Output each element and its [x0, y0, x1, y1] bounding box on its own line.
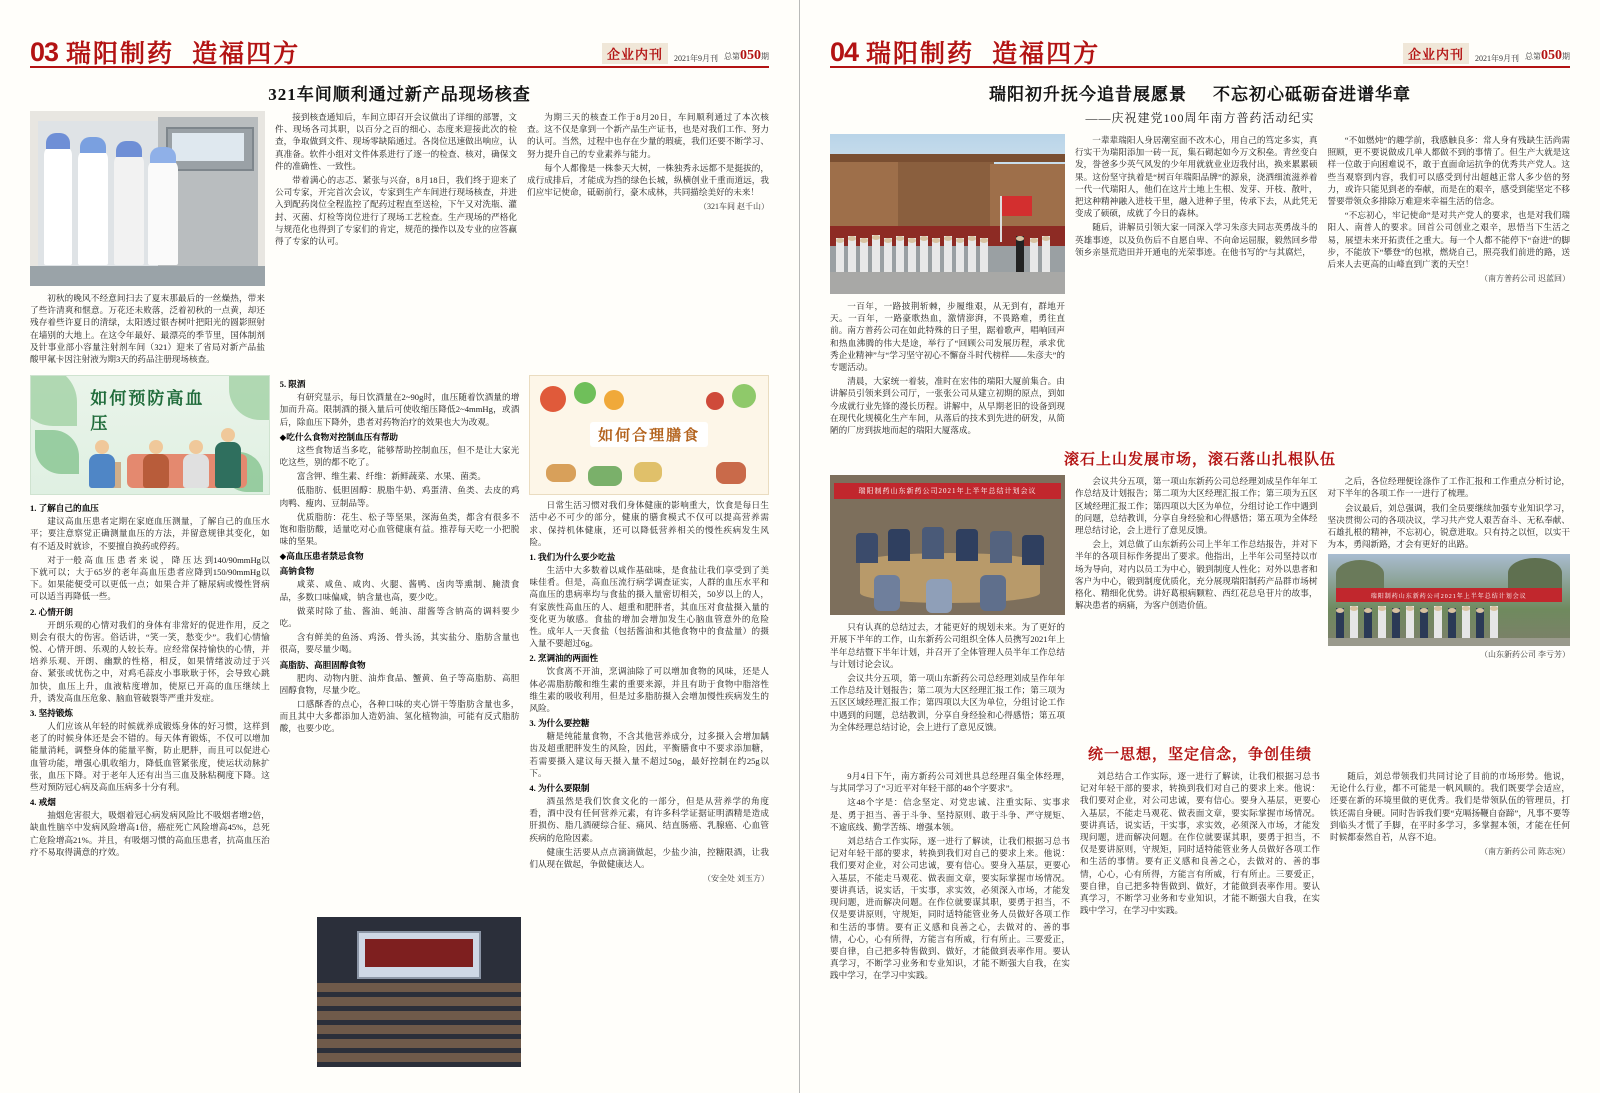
meeting-photo [830, 475, 1065, 615]
hp-p-0: 建议高血压患者定期在家庭血压测量，了解自己的血压水平；要注意察觉正确测量血压的方法，并留意规律其变化，如有不适及时就诊，不要擅自换药或停药。 [30, 516, 270, 551]
meeting-banner: 瑞阳制药山东新药公司2021年上半年总结计划会议 [834, 483, 1061, 499]
article1-para-4: 每个人都像是一株参天大树，一株独秀永远都不是挺拔的，成行成排后，才能成为挡的绿色长城，纵横创业千重而道远，我们应牢记使命，砥砺前行，豪木成林，共同描绘美好的未来！ [527, 162, 769, 198]
hp-h-3: 3. 坚持锻炼 [30, 708, 73, 719]
diet-banner-title: 如何合理膳食 [590, 422, 708, 447]
article2-para-6: “不忘初心，牢记使命”是对共产党人的要求，也是对我们瑞阳人、南普人的要求。回首公司创业之艰辛，思悟当下生活之易，展望未来开拓责任之重大。每一个人都不能停下“奋进”的脚步，不能放下“攀登”的包袱，燃烧自己，照亮我们前进的路，送后来人去更高的山峰直到广袤的天空！ [1327, 210, 1570, 270]
article2-subhead: ——庆祝建党100周年南方普药活动纪实 [1085, 111, 1315, 125]
article1-body-left [30, 111, 769, 367]
article4-para-3: 随后，刘总带领我们共同讨论了目前的市场形势。他说，无论什么行业，都不可能是一帆风顺的。我们既要学会适应，还要在新的环境里做的更优秀。我们是带领队伍的管理员，打铁还需自身硬。同时告诉我们要“克嗝扬鞭自奋蹄”，凡事不要等到临头才慌了手脚，在平时多学习，多掌握本领，才能在任何时候都泰然自若，从容不迫。 [1330, 771, 1570, 843]
article4-para-0: 9月4日下午，南方新药公司刘世具总经理召集全体经理，与其同学习了“习近平对年轻干部的48个字要求”。 [830, 771, 1070, 794]
page-04 [800, 0, 1600, 1093]
article4-para-2a: 刘总结合工作实际，逐一进行了解读，让我们根据习总书记对年轻干部的要求，转换到我们对自己的要求上来。他说：我们要对企业，对公司忠诚，要有信心。要身入基层，更要心入基层，不能走马观花、做表面文章，要实际掌握市场情况。要讲真话，说实话，干实事，求实效，必须深入市场，才能发现问题，进而解决问题。在作位就要谋其职，要勇于担当，不仅是要讲原则，守规矩，同时适特能管业务人员做好各项工作和生活的事情。要有正义感和良善之心，去做对的、善的事情，心心，心有所得，方能言有所威，行有所止。三要爱正，要自律，自己把多特售做到、做好，才能做到表率作用。要认真学习，不断学习业务和专业知识，才能不断强大自我，在实践中学习，在学习中实践。 [830, 836, 1070, 981]
article3-para-3: 之后，各位经理便诠涤作了工作汇报和工作重点分析讨论，对下半年的各项工作一一进行了梳理。 [1327, 476, 1570, 499]
group-photo-banner: 瑞阳制药山东新药公司2021年上半年总结计划会议 [1336, 588, 1563, 602]
health-feature [30, 375, 769, 884]
article1-headline-left: 321车间顺利通过新产品现场核查 [268, 85, 531, 104]
hp-p-6: 这些食物适当多吃，能够帮助控制血压，但不是让大家光吃这些，别的都不吃了。 [279, 444, 520, 468]
article1-para-0: 初秋的晚风不经意间扫去了夏末那最后的一丝燥热，带来了些许清爽和惬意。万花还未败落，泛着初秋的一点黄，却还残存着些许夏日的清绿，太阳透过银杏树叶把阳光的圆影照射在墙别的大地上。在这令年最好、最漂亮的季节里，国体制剂及针事业部小容量注射剂车间（321）迎来了省局对新产品盐酸甲氟卡因注射液为期3天的药品注册现场核查。 [30, 293, 265, 365]
diet-p-3: 糖是纯能量食物，不含其他营养成分，过多摄入会增加龋齿及超重肥胖发生的风险，因此，平衡膳食中不要求添加糖，若需要摄入建议每天摄入量不超过50g，最好控制在约25g以下。 [529, 731, 770, 778]
article3-para-2: 会上，刘总做了山东新药公司上半年工作总结报告，并对下半年的各项目标作务提出了要求。他指出，上半年公司坚持以市场为导向，对内以员工为中心，锻到制度人性化；对外以患者和客户为中心，锻到制度优质化，充分展现瑞阳制药产品群市场树格化、精细化优势。讲好葛根病颗粒、西红花总皂苷片的故事，解决患者的病痛，为客户创造价值。 [1075, 539, 1318, 611]
diet-p-4: 酒虽然是我们饮食文化的一部分，但是从营养学的角度看，酒中没有任何营养元素，有许多科学证据证明酒精是造成肝损伤、脂几酒硬综合征、痛风、结直肠癌、乳腺癌、心血管疾病的危险因素。 [529, 796, 770, 843]
diet-p-2: 饮食离不开油，烹调油除了可以增加食物的风味，还是人体必需脂肪酸和维生素的重要来源，并且有助于食物中脂溶性维生素的吸收利用，但是过多脂肪摄入会增加慢性疾病发生的风险。 [529, 666, 770, 714]
diet-h-3: 3. 为什么要控糖 [529, 718, 590, 729]
article3-signature: （山东新药公司 李亏芳） [1480, 650, 1570, 660]
hp-p-11: 咸菜、咸鱼、咸肉、火腿、酱鸭、卤肉等熏制、腌渍食品，多数口味偏咸，钠含量也高，要少吃。 [279, 579, 520, 602]
diet-h-4: 4. 为什么要限制 [529, 783, 590, 794]
article4-para-2: 刘总结合工作实际，逐一进行了解读，让我们根据习总书记对年轻干部的要求，转换到我们对自己的要求上来。他说：我们要对企业，对公司忠诚，要有信心。要身入基层，更要心入基层，不能走马观花、做表面文章，要实际掌握市场情况。要讲真话，说实话，干实事，求实效，必须深入市场，才能发现问题，进而解决问题。在作位就要谋其职，要勇于担当，不仅是要讲原则，守规矩，同时适特能管业务人员做好各项工作和生活的事情。要有正义感和良善之心，去做对的、善的事情，心心，心有所得，方能言有所威，行有所止。三要爱正，要自律，自己把多特售做到、做好，才能做到表率作用。要认真学习，不断学习业务和专业知识，才能不断强大自我，在实践中学习，在学习中实践。 [1080, 771, 1320, 916]
hypertension-sections [30, 502, 270, 858]
hp-p-13: 含有鲜美的鱼汤、鸡汤、骨头汤，其实盐分、脂肪含量也很高，要尽量少喝。 [279, 632, 520, 655]
hp-p-5: 有研究显示，每日饮酒量在2~90g时，血压随着饮酒量的增加而升高。限制酒的摄入量后可使收缩压降低2~4mmHg，或酒后，除血压下降外，患者对药物治疗的效果也大为改观。 [279, 392, 520, 427]
hp-p-4: 抽烟危害很大，吸烟着冠心病发病风险比不吸烟者增2倍，缺血性脑卒中发病风险增高1倍，癌症死亡风险增高45%，总死亡危险增高21%。并且，有吸烟习惯的高血压患者，抗高血压治疗不易取得满意的疗效。 [30, 810, 270, 857]
article2-para-3: “不如燃炖”的趣学前，我感触良多：常人身有残缺生活尚需照顾，更不要说做成几单人都做不到的事情了。但生产大就是这样一位敢于向困难说不，敢于直面命运抗争的优秀共产党人。这些当观察到内容，我们可以感受到付出超越正常人多少倍的努力，或许只能见到老的奉献，而是在的艰辛，感受到能坚定不移誓要带领众多排除万难迎来幸福生活的信念。 [1327, 135, 1570, 207]
hp-p-9: 优质脂肪：花生、松子等坚果，深海鱼类，都含有很多不饱和脂肪酸，适量吃对心血管健康有益。推荐每天吃一小把脱味的坚果。 [279, 511, 520, 547]
brand-label-right: 企业内刊 [1403, 43, 1469, 64]
diet-banner [529, 375, 769, 495]
article1-signature: （321车间 赵千山） [699, 202, 769, 212]
masthead-title-left: 瑞阳制药 造福四方 [66, 39, 301, 68]
issue-date-right: 2021年9月刊 [1475, 54, 1519, 63]
diet-h-1: 1. 我们为什么要少吃盐 [529, 552, 616, 563]
article2-body [830, 134, 1570, 438]
diet-p-5: 健康生活要从点点滴滴做起，少盐少油，控糖限酒，让我们从现在做起，争做健康达人。 [529, 846, 770, 870]
hp-p-7: 富含钾、维生素、纤维：新鲜蔬菜、水果、菌类。 [296, 471, 486, 482]
headline-part-b: 不忘初心砥砺奋进谱华章 [1213, 85, 1411, 104]
article2-signature: （南方普药公司 迟蓝回） [1480, 274, 1570, 284]
article4-body [830, 770, 1570, 983]
hp-h-0: 1. 了解自己的血压 [30, 503, 99, 514]
hp-p-2: 开朗乐观的心情对我们的身体有非常好的促进作用，反之则会有很大的伤害。俗话讲，“笑一笑，愁变少”。我们心情愉悦、心情开朗、乐观的人较长寿。应经常保持愉快的心情，并培养乐观、开朗、幽默的性格，相反，如果情绪波动过于兴奋、紧张或忧伤之中，对鸡毛蒜皮小事耿耿于怀，会导致心跳加快，血压上升，血液粘度增加，使原已开高的血压继续上升，诱发高血压危象、脑血管破裂等严重并发症。 [30, 619, 270, 703]
article2-para-2: 清晨，大家统一着装，准时在宏伟的瑞阳大厦前集合。由讲解员引领来到公司厅，一张张公司从建立初期的原点，到如今成就行业先锋的漫长历程。讲解中，从早期老旧的设备到现在现代化规模化生产车间，从落后的技术到先进的研发，从简陋的厂房到拔地而起的瑞阳大厦落成。 [830, 376, 1065, 436]
article2-para-3b: 随后，讲解员引领大家一同深入学习朱彦夫同志英勇战斗的英雄事迹，以及负伤后不自愿自卑、不向命运屈服，毅然回乡带领乡亲垦荒造田并开通电的光荣事迹。在他书写的“与其腐烂， [1075, 222, 1318, 257]
masthead-meta-right [1403, 43, 1570, 66]
hypertension-banner [30, 375, 270, 495]
masthead-right [830, 24, 1570, 68]
masthead-meta-left [602, 43, 769, 66]
hypertension-banner-title: 如何预防高血压 [90, 389, 205, 434]
hp-h-10: ◆高血压患者禁忌食物 [279, 551, 364, 562]
headline-part-a: 瑞阳初升抚今追昔展愿景 [989, 85, 1187, 104]
article2-headline-right [830, 80, 1570, 105]
article4-para-1: 这48个字是：信念坚定、对党忠诚、注重实际、实事求是、勇于担当、善于斗争、坚持原则、敢于斗争、严守规矩、不逾底线、勤学苦练、增强本领。 [830, 797, 1070, 832]
article4-signature: （南方新药公司 陈志宛） [1480, 847, 1570, 857]
article3-para-1b: 会议共分五项，第一项山东新药公司总经理刘成呈作年年工作总结及计划报告；第二项为大区经理汇报工作；第三项为五区区域经理汇报工作；第四项以大区为单位，分组讨论工作中遇到的问题，总结教训，分享自身经验和心得感悟；第五项为全体经理总结讨论，会上进行了意见反馈。 [1075, 476, 1318, 536]
hp-p-12: 做菜时除了盐、酱油、蚝油、甜酱等含钠高的调料要少吃。 [279, 605, 520, 629]
diet-signature: （安全处 刘玉方） [703, 874, 770, 884]
hp-h-5: 5. 限酒 [279, 379, 306, 390]
article3-headline: 滚石上山发展市场，滚石落山扎根队伍 [1063, 452, 1336, 469]
article3-body [830, 475, 1570, 735]
hp-h-6: ◆吃什么食物对控制血压有帮助 [279, 431, 399, 442]
masthead-title-right: 瑞阳制药 造福四方 [866, 39, 1101, 68]
article1-para-2: 带着满心的志忑、紧张与兴奋，8月18日，我们终于迎来了公司专家，开完首次会议，专家到生产车间进行现场核查，并进入到配药岗位全程监控了配药过程直至送检，下午又对洗瓶、灌封、灭菌、灯检等岗位进行了现场工艺检查。生产现场的严格化与规范化也得到了专家们的肯定，规范的操作以及专业的应答赢得了专家的认可。 [275, 175, 517, 247]
article4-headline: 统一思想，坚定信念，争创佳绩 [1087, 747, 1312, 764]
party-event-photo [830, 134, 1065, 294]
article2-para-0: 一辈辈瑞阳人身居潮室面不改木心，用自己的笃定多实，真行实干为瑞阳添加一砖一瓦，集石砌起如今万文积垒。青丝变白发，誉爸多少英气风发的少年用就就业业迈我付出，换来累累硕果。这份坚守执着是“树百年瑞阳品牌”的源泉，浇洒细流滋养着一代一代瑞阳人，他们在这片土地上生根、发芽、开枝、散叶，把这种精神融入进枝干里，融入进种子里，传承下去，从此凭无变成了硕硕，成就了今日的森林。 [1075, 135, 1318, 219]
page-number-right: 04 [830, 37, 859, 67]
article1-para-3: 为期三天的核查工作于8月20日，车间顺利通过了本次核查。这不仅是拿到一个新产品生产证书，也是对我们工作、努力的认可。当然，过程中也存在少量的瑕疵，我们还要不断学习、努力提升自己的专业素养与能力。 [527, 112, 769, 159]
article2-para-1: 一百年，一路披荆斩棘，步履维艰，从无到有，群地开天。一百年，一路豪歌热血，激情澎湃，不畏路难，勇往直前。南方普药公司在如此特殊的日子里，踞着歌声，唱响回声和热血沸腾的伟大是途，举行了“回顾公司发展历程，承求优秀企业精神”与“学习坚守初心不懈奋斗时代榜样——朱彦夫”的专题活动。 [830, 301, 1065, 373]
hp-h-4: 4. 戒烟 [30, 797, 56, 808]
hp-p-8: 低脂肪、低胆固醇：脱脂牛奶、鸡蛋清、鱼类、去皮的鸡肉鸭、瘦肉、豆制品等。 [279, 485, 520, 508]
auditorium-photo [317, 917, 521, 1067]
diet-p-0: 日常生活习惯对我们身体健康的影响重大，饮食是每日生活中必不可少的部分，健康的膳食模式不仅可以提高营养需求、保持机体健康，还可以降低营养相关的慢性疾病发生风险。 [529, 500, 770, 547]
hp-p-14: 肥肉、动物内脏、油炸食品、蟹黄、鱼子等高脂肪、高胆固醇食物，尽量少吃。 [279, 672, 520, 695]
hp-h-11: 高钠食物 [279, 566, 315, 577]
article1-para-1: 接到核查通知后，车间立即召开会议做出了详细的部署，文件、现场各司其职，以百分之百的细心、态度来迎接此次的检查，争取做到文件、现场零缺陷通过。各岗位迅速做出响应，认真准备。软件小组对文件体系进行了逐一的检查、核对，确保文件的准确性、一致性。 [275, 112, 517, 171]
article1-photo [30, 111, 265, 286]
article3-para-0: 只有认真的总结过去，才能更好的规划未来。为了更好的开展下半年的工作，山东新药公司组织全体人员携写2021年上半年总结暨下半年计划，并召开了全体管理人员半年工作总结与计划讨论会议。 [830, 622, 1065, 669]
hp-h-2: 2. 心情开朗 [30, 606, 73, 617]
issue-number-right: 总第050期 [1525, 48, 1570, 63]
issue-date-left: 2021年9月刊 [674, 54, 718, 63]
brand-label-left: 企业内刊 [602, 43, 668, 64]
article3-para-4: 会议最后，刘总强调，我们全员要继续加强专业知识学习，坚决贯彻公司的各项决议，学习共产党人艰苦奋斗、无私奉献、石雄扎根的精神，不忘初心，锐意进取。只有持之以恒，以实干为本，勇闯新路，才会有更好的出路。 [1327, 502, 1570, 550]
page-number-left: 03 [30, 37, 59, 67]
diet-p-1: 生活中大多数着以咸作基础味，是食盐让我们享受到了美味佳肴。但是，高血压流行病学调查证实，人群的血压水平和高血压的患病率均与食盐的摄入量密切相关，50岁以上的人，有家族性高血压的人、超重和肥胖者，其血压对食盐摄入量的变化更为敏感。食盐的增加会增加发生心脑血管意外的危险性。成年人一天食盐（包括酱油和其他食物中的食盐量）的摄入量不要超过6g。 [529, 565, 770, 649]
diet-h-2: 2. 烹调油的两面性 [529, 653, 599, 664]
masthead-left [30, 24, 769, 68]
hp-h-14: 高脂肪、高胆固醇食物 [279, 659, 366, 670]
hp-p-15: 口感酥香的点心，各种口味的夹心饼干等脂肪含量也多，而且其中大多都添加人造奶油、氢化植物油，可能有反式脂肪酸，也要少吃。 [279, 699, 520, 734]
article3-para-1: 会议共分五项，第一项山东新药公司总经理刘成呈作年年工作总结及计划报告；第二项为大区经理汇报工作；第三项为五区区域经理汇报工作；第四项以大区为单位，分组讨论工作中遇到的问题，总结教训，分享自身经验和心得感悟；第五项为全体经理总结讨论，会上进行了意见反馈。 [830, 673, 1065, 732]
group-photo [1328, 554, 1571, 646]
hp-p-3: 人们应该从年轻的时候就养成锻炼身体的好习惯，这样到老了的时候身体还是会不错的。每天体育锻炼，不仅可以增加能量消耗，调整身体的能量平衡，防止肥胖，而且可以促进心血管功能，增强心肌收缩力，降低血管紧张度，使运状动脉扩张，血压下降。对于老年人还有出当三血及脉粘稠度下降。这些对预防冠心病及高血压病多十分有利。 [30, 721, 270, 793]
issue-number-left: 总第050期 [724, 48, 769, 63]
hp-p-1: 对于一般 高 血 压 患 者 来 说 ， 降 压 达 到140/90mmHg以下就可以；大于65岁的老年高血压患者应降到150/90mmHg以下。如果能便受可以更低一点；如果合并了糖尿病或慢性肾病可以适当再降低一些。 [30, 554, 270, 602]
